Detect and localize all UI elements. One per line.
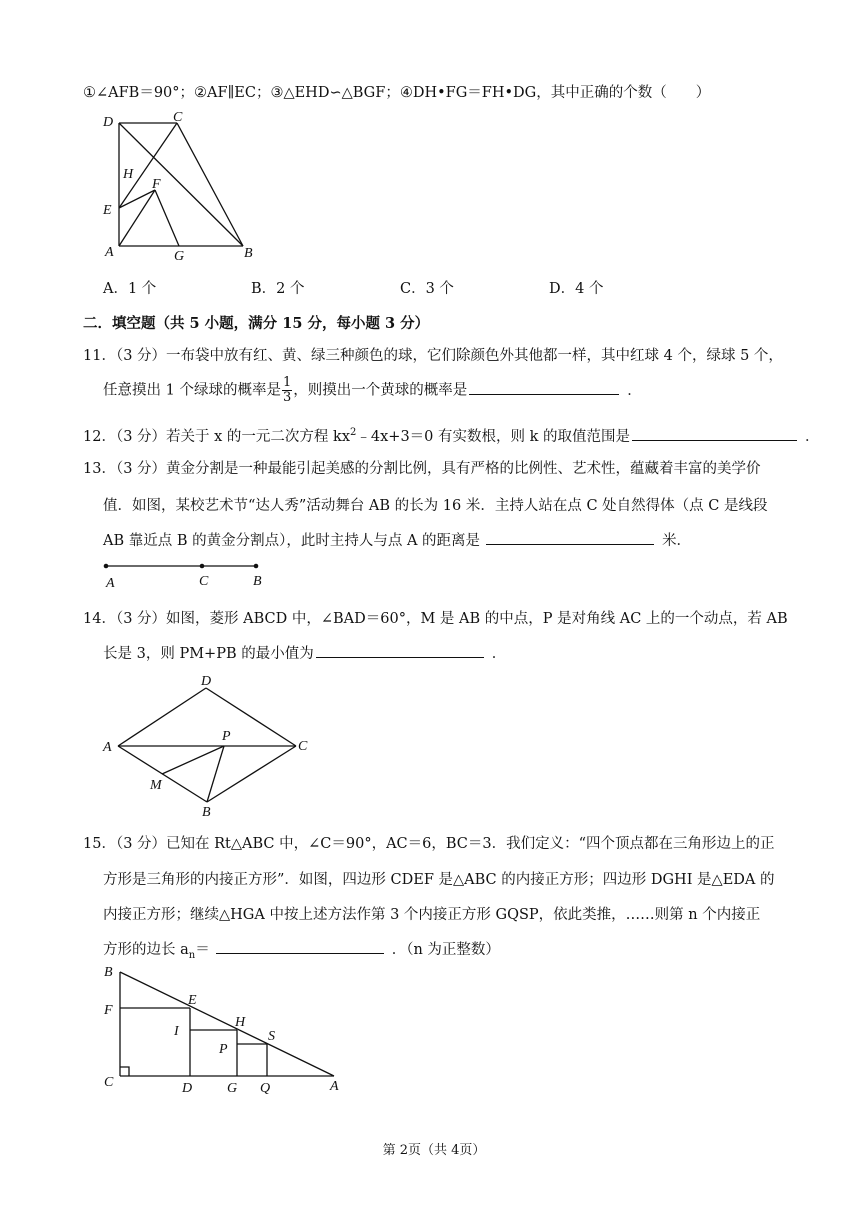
q13-point-c bbox=[200, 564, 205, 569]
q10-label-a: A bbox=[105, 245, 114, 260]
q14-label-d: D bbox=[201, 674, 212, 689]
q14-end: ． bbox=[491, 646, 507, 662]
page-footer: 第 2页（共 4页） bbox=[382, 1143, 486, 1158]
q14-answer-blank[interactable] bbox=[316, 641, 484, 658]
q10-label-g: G bbox=[174, 249, 185, 264]
q11-fraction bbox=[282, 376, 292, 405]
q14-label-p: P bbox=[222, 729, 231, 744]
q10-label-b: B bbox=[244, 246, 253, 261]
q15-label-c: C bbox=[104, 1075, 114, 1090]
q13-label-a: A bbox=[106, 576, 115, 591]
section-title: 二．填空题（共 5 小题，满分 15 分，每小题 3 分） bbox=[83, 315, 430, 332]
q10-seg-cb bbox=[177, 123, 243, 246]
q15-label-g: G bbox=[227, 1081, 238, 1096]
q13-line3 bbox=[103, 528, 691, 550]
q13-point-b bbox=[254, 564, 259, 569]
q11-line2 bbox=[103, 376, 642, 405]
q13-answer-blank[interactable] bbox=[486, 528, 654, 545]
q15-seg-ba bbox=[120, 972, 334, 1076]
q15-text-c: ．（n 为正整数） bbox=[391, 942, 500, 958]
q10-label-h: H bbox=[123, 167, 134, 182]
q15-line1: 15．（3 分）已知在 Rt△ABC 中，∠C＝90°，AC＝6，BC＝3．我们定义：“四个顶点都在三角形边上的正 bbox=[83, 836, 775, 852]
q12-line bbox=[83, 424, 820, 446]
q10-label-e: E bbox=[103, 203, 112, 218]
q10-option-a: A．1 个 bbox=[103, 281, 157, 297]
q15-label-f: F bbox=[104, 1003, 113, 1018]
q10-option-c: C．3 个 bbox=[400, 281, 454, 297]
q11-frac-den: 3 bbox=[282, 390, 292, 405]
q15-label-i: I bbox=[174, 1024, 179, 1039]
q14-label-b: B bbox=[202, 805, 211, 820]
q11-frac-num: 1 bbox=[282, 375, 292, 390]
q11-text-a: 任意摸出 1 个绿球的概率是 bbox=[103, 382, 281, 399]
q14-line2 bbox=[103, 641, 506, 663]
q13-text-a: AB 靠近点 B 的黄金分割点），此时主持人与点 A 的距离是 bbox=[103, 533, 481, 549]
q14-label-m: M bbox=[150, 778, 162, 793]
q15-line2: 方形是三角形的内接正方形”．如图，四边形 CDEF 是△ABC 的内接正方形；四边形 DGHI 是△EDA 的 bbox=[103, 872, 775, 888]
q15-label-a: A bbox=[330, 1079, 339, 1094]
q12-text-b: ﹣4x+3＝0 有实数根，则 k 的取值范围是 bbox=[356, 429, 631, 445]
q10-label-f: F bbox=[152, 177, 161, 192]
q12-text-a: 12．（3 分）若关于 x 的一元二次方程 kx bbox=[83, 429, 351, 445]
q15-line4 bbox=[103, 937, 500, 961]
q14-line1: 14．（3 分）如图，菱形 ABCD 中，∠BAD＝60°，M 是 AB 的中点，P 是对角线 AC 上的一个动点，若 AB bbox=[83, 611, 788, 627]
q10-seg-ce bbox=[119, 123, 177, 208]
q15-label-b: B bbox=[104, 965, 113, 980]
q14-seg-mp bbox=[162, 746, 224, 774]
q10-statement: ①∠AFB＝90°；②AF∥EC；③△EHD∽△BGF；④DH•FG＝FH•DG，其中正确的个数（ ） bbox=[83, 85, 711, 101]
q11-text-b: ，则摸出一个黄球的概率是 bbox=[293, 382, 468, 399]
q14-text-a: 长是 3，则 PM+PB 的最小值为 bbox=[103, 646, 314, 662]
q13-line1: 13．（3 分）黄金分割是一种最能引起美感的分割比例，具有严格的比例性、艺术性，蕴藏着丰富的美学价 bbox=[83, 461, 761, 477]
q15-label-p: P bbox=[219, 1042, 228, 1057]
q15-label-q: Q bbox=[260, 1081, 271, 1096]
q15-label-h: H bbox=[235, 1015, 246, 1030]
q15-text-a: 方形的边长 a bbox=[103, 942, 189, 958]
q11-answer-blank[interactable] bbox=[469, 378, 619, 395]
q11-line1: 11．（3 分）一布袋中放有红、黄、绿三种颜色的球，它们除颜色外其他都一样，其中红球 4 个，绿球 5 个， bbox=[83, 348, 783, 364]
q10-seg-db bbox=[119, 123, 243, 246]
q12-answer-blank[interactable] bbox=[632, 424, 797, 441]
q15-figure bbox=[98, 962, 348, 1098]
q13-label-c: C bbox=[199, 574, 209, 589]
q10-label-c: C bbox=[173, 110, 183, 125]
q14-label-a: A bbox=[103, 740, 112, 755]
q13-text-b: 米． bbox=[662, 533, 692, 549]
q13-figure bbox=[98, 558, 278, 592]
q15-label-s: S bbox=[268, 1029, 275, 1044]
q14-seg-dc bbox=[206, 688, 296, 746]
q15-text-b: ＝ bbox=[195, 942, 210, 958]
q10-seg-fg bbox=[155, 190, 179, 246]
q11-end: ． bbox=[627, 382, 642, 399]
q10-option-d: D．4 个 bbox=[549, 281, 604, 297]
q13-point-a bbox=[104, 564, 109, 569]
q10-option-b: B．2 个 bbox=[251, 281, 305, 297]
q15-right-angle-mark bbox=[120, 1067, 129, 1076]
q10-figure bbox=[95, 108, 265, 268]
q14-label-c: C bbox=[298, 739, 308, 754]
q15-label-e: E bbox=[188, 993, 197, 1008]
q15-line3: 内接正方形；继续△HGA 中按上述方法作第 3 个内接正方形 GQSP，依此类推，……则第 n 个内接正 bbox=[103, 907, 761, 923]
q12-sup: 2 bbox=[350, 427, 357, 439]
q15-answer-blank[interactable] bbox=[216, 937, 384, 954]
q13-label-b: B bbox=[253, 574, 262, 589]
q15-label-d: D bbox=[182, 1081, 193, 1096]
q14-figure bbox=[98, 670, 318, 822]
q10-label-d: D bbox=[103, 115, 114, 130]
q15-sub: n bbox=[188, 949, 196, 961]
q13-line2: 值．如图，某校艺术节“达人秀”活动舞台 AB 的长为 16 米．主持人站在点 C 处自然得体（点 C 是线段 bbox=[103, 498, 768, 514]
q14-seg-ad bbox=[118, 688, 206, 746]
q14-seg-cb bbox=[207, 746, 296, 802]
q12-end: ． bbox=[805, 429, 820, 445]
